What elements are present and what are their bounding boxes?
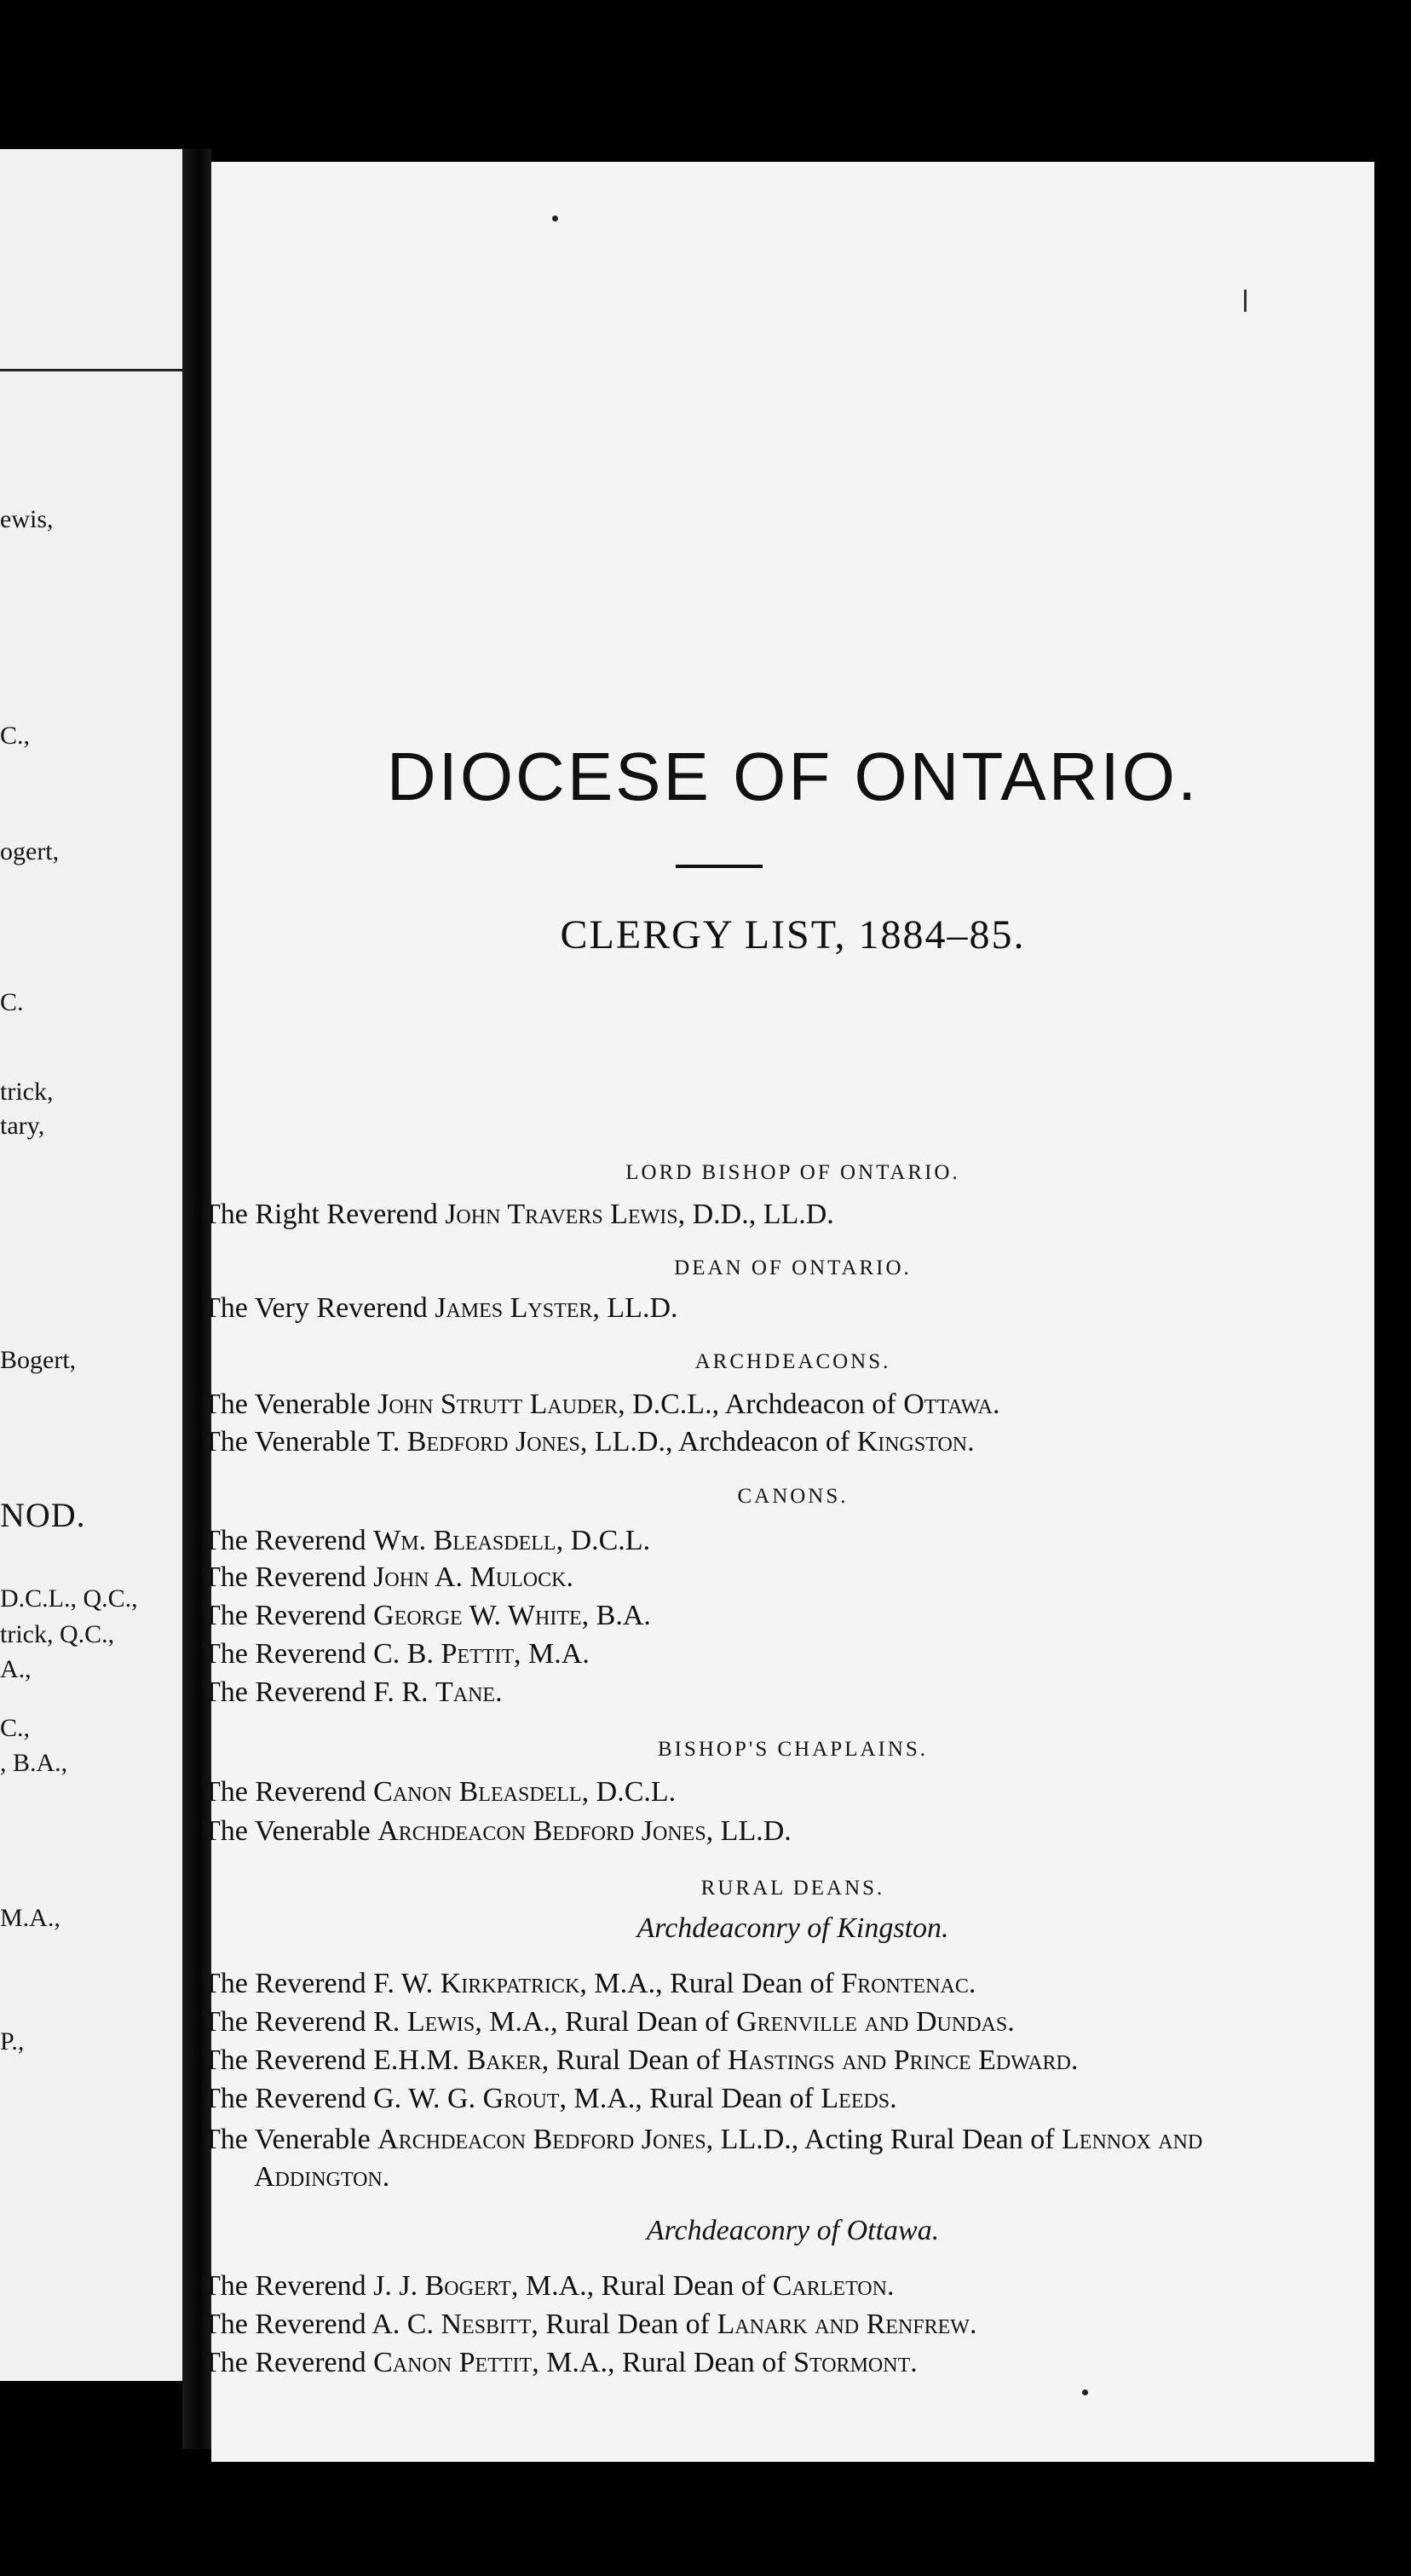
- clergy-entry: The Venerable Archdeacon Bedford Jones, LL.D.: [203, 1815, 792, 1847]
- section-heading-archdeacons: ARCHDEACONS.: [694, 1350, 891, 1373]
- left-fragment: ogert,: [0, 837, 60, 865]
- clergy-entry: The Reverend A. C. Nesbitt, Rural Dean of Lanark and Renfrew.: [203, 2309, 977, 2340]
- clergy-entry: The Reverend E.H.M. Baker, Rural Dean of Hastings and Prince Edward.: [203, 2044, 1079, 2076]
- speck: [1082, 2389, 1088, 2395]
- left-facing-page: [0, 149, 182, 2381]
- clergy-entry: The Reverend J. J. Bogert, M.A., Rural Dean of Carleton.: [203, 2270, 895, 2302]
- page-subtitle: CLERGY LIST, 1884–85.: [560, 912, 1026, 957]
- page-title: DIOCESE OF ONTARIO.: [386, 739, 1200, 814]
- left-page-rule: [0, 369, 182, 371]
- clergy-entry: The Venerable Archdeacon Bedford Jones, LL.D., Acting Rural Dean of Lennox and Addington.: [203, 2124, 1203, 2193]
- clergy-entry: The Reverend F. W. Kirkpatrick, M.A., Rural Dean of Frontenac.: [203, 1968, 976, 1999]
- clergy-entry: The Venerable John Strutt Lauder, D.C.L., Archdeacon of Ottawa.: [203, 1389, 1000, 1420]
- left-fragment: C.: [0, 988, 24, 1016]
- clergy-entry: The Reverend Canon Pettit, M.A., Rural Dean of Stormont.: [203, 2347, 918, 2378]
- speck: [1244, 290, 1247, 312]
- left-fragment: P.,: [0, 2027, 25, 2056]
- clergy-entry: The Reverend R. Lewis, M.A., Rural Dean of Grenville and Dundas.: [203, 2006, 1015, 2038]
- left-fragment: D.C.L., Q.C.,: [0, 1584, 138, 1613]
- clergy-entry: The Right Reverend John Travers Lewis, D.D., LL.D.: [203, 1199, 834, 1230]
- section-heading-canons: CANONS.: [737, 1485, 849, 1508]
- left-fragment: Bogert,: [0, 1346, 77, 1374]
- left-fragment: trick,: [0, 1078, 54, 1106]
- clergy-entry: The Reverend C. B. Pettit, M.A.: [203, 1638, 590, 1670]
- archdeaconry-ottawa-heading: Archdeaconry of Ottawa.: [646, 2215, 940, 2246]
- section-heading-chaplains: BISHOP'S CHAPLAINS.: [657, 1738, 929, 1761]
- left-fragment: ewis,: [0, 505, 54, 533]
- document-page: [203, 162, 1374, 2462]
- left-fragment: C.,: [0, 722, 31, 750]
- clergy-entry: The Reverend G. W. G. Grout, M.A., Rural Dean of Leeds.: [203, 2083, 897, 2114]
- left-fragment: NOD.: [0, 1496, 86, 1534]
- archdeaconry-kingston-heading: Archdeaconry of Kingston.: [636, 1912, 949, 1944]
- clergy-entry: The Reverend George W. White, B.A.: [203, 1600, 651, 1631]
- section-heading-lord-bishop: LORD BISHOP OF ONTARIO.: [625, 1161, 960, 1184]
- clergy-entry: The Reverend F. R. Tane.: [203, 1676, 503, 1708]
- left-fragment: tary,: [0, 1112, 45, 1140]
- clergy-entry: The Reverend John A. Mulock.: [203, 1561, 573, 1593]
- clergy-entry: The Venerable T. Bedford Jones, LL.D., Archdeacon of Kingston.: [203, 1426, 975, 1458]
- left-fragment: M.A.,: [0, 1904, 60, 1932]
- clergy-entry: The Reverend Canon Bleasdell, D.C.L.: [203, 1776, 677, 1808]
- clergy-entry: The Very Reverend James Lyster, LL.D.: [203, 1292, 678, 1324]
- left-fragment: , B.A.,: [0, 1749, 68, 1777]
- section-heading-rural-deans: RURAL DEANS.: [700, 1877, 885, 1900]
- clergy-entry: The Reverend Wm. Bleasdell, D.C.L.: [203, 1525, 651, 1556]
- speck: [552, 216, 558, 221]
- section-heading-dean: DEAN OF ONTARIO.: [674, 1256, 912, 1279]
- left-fragment: A.,: [0, 1655, 32, 1683]
- left-fragment: trick, Q.C.,: [0, 1620, 115, 1648]
- title-rule: [676, 865, 763, 868]
- left-fragment: C.,: [0, 1714, 31, 1742]
